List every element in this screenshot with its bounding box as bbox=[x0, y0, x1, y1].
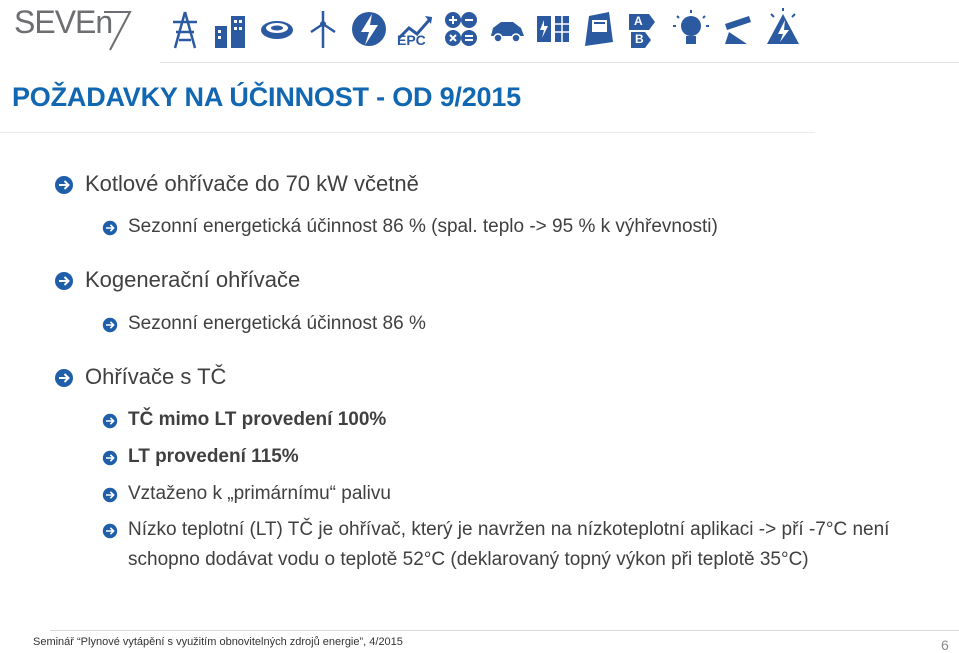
sub-bullet-tc-mimo-lt bbox=[102, 410, 928, 435]
icon-strip bbox=[165, 8, 803, 52]
bullet-text: LT provedení 115% bbox=[128, 446, 299, 467]
epc-label: EPC bbox=[397, 32, 426, 48]
epc-icon bbox=[395, 8, 435, 50]
bullet-text: Vztaženo k „primárnímu“ palivu bbox=[128, 483, 391, 504]
title-divider bbox=[0, 132, 815, 133]
dish-icon bbox=[257, 8, 297, 50]
logo-seven-slash-icon bbox=[100, 6, 134, 52]
warning-icon bbox=[763, 8, 803, 50]
bullet-kogeneracni bbox=[54, 267, 300, 293]
arrow-bullet-icon bbox=[102, 220, 118, 236]
footer-divider bbox=[50, 630, 959, 631]
lightbulb-icon bbox=[671, 8, 711, 50]
bullet-tc bbox=[54, 364, 226, 390]
bullet-text: Ohřívače s TČ bbox=[85, 364, 227, 389]
arrow-bullet-icon bbox=[102, 413, 118, 429]
buildings-icon bbox=[211, 8, 251, 50]
sub-bullet-nizko-teplotni bbox=[102, 520, 918, 575]
logo-text: SEVEn bbox=[14, 4, 113, 40]
label-a: A bbox=[634, 14, 643, 28]
thermostat-icon bbox=[579, 8, 619, 50]
bullet-text: Sezonní energetická účinnost 86 % bbox=[128, 313, 426, 334]
sub-bullet-vztazeno bbox=[102, 484, 928, 509]
lightning-icon bbox=[349, 8, 389, 50]
header bbox=[0, 0, 959, 62]
bullet-text: TČ mimo LT provedení 100% bbox=[128, 409, 387, 430]
slide-title: POŽADAVKY NA ÚČINNOST - OD 9/2015 bbox=[12, 82, 521, 112]
calculator-icon bbox=[441, 8, 481, 50]
arrow-bullet-icon bbox=[102, 523, 118, 539]
arrow-bullet-icon bbox=[102, 450, 118, 466]
sub-bullet-sezonni-2 bbox=[102, 314, 928, 339]
energy-label-icon bbox=[625, 8, 665, 50]
arrow-bullet-icon bbox=[102, 487, 118, 503]
page-number: 6 bbox=[941, 637, 949, 653]
power-tower-icon bbox=[165, 8, 205, 50]
solar-panel-icon bbox=[533, 8, 573, 50]
bullet-kotlove bbox=[54, 171, 419, 197]
bullet-text: Kogenerační ohřívače bbox=[85, 267, 301, 292]
bullet-text: Kotlové ohřívače do 70 kW včetně bbox=[85, 171, 419, 196]
header-divider bbox=[160, 62, 959, 63]
sub-bullet-lt bbox=[102, 447, 928, 472]
bullet-text: Nízko teplotní (LT) TČ je ohřívač, který je navržen na nízkoteplotní aplikaci -> pří -7°C není schopno dodávat vodu o teplotě 52°C (deklarovaný topný výkon při teplotě 35°C) bbox=[128, 519, 890, 570]
footer-text: Seminář “Plynové vytápění s využitím obnovitelných zdrojů energie”, 4/2015 bbox=[33, 636, 403, 648]
wind-turbine-icon bbox=[303, 8, 343, 50]
sub-bullet-sezonni-1 bbox=[102, 217, 928, 242]
bullet-text: Sezonní energetická účinnost 86 % (spal. teplo -> 95 % k výhřevnosti) bbox=[128, 216, 718, 237]
label-b: B bbox=[635, 32, 644, 46]
arrow-bullet-icon bbox=[102, 317, 118, 333]
arrow-bullet-icon bbox=[54, 175, 74, 195]
seven-logo bbox=[14, 4, 112, 41]
arrow-bullet-icon bbox=[54, 271, 74, 291]
car-icon bbox=[487, 8, 527, 50]
lamp-icon bbox=[717, 8, 757, 50]
arrow-bullet-icon bbox=[54, 368, 74, 388]
